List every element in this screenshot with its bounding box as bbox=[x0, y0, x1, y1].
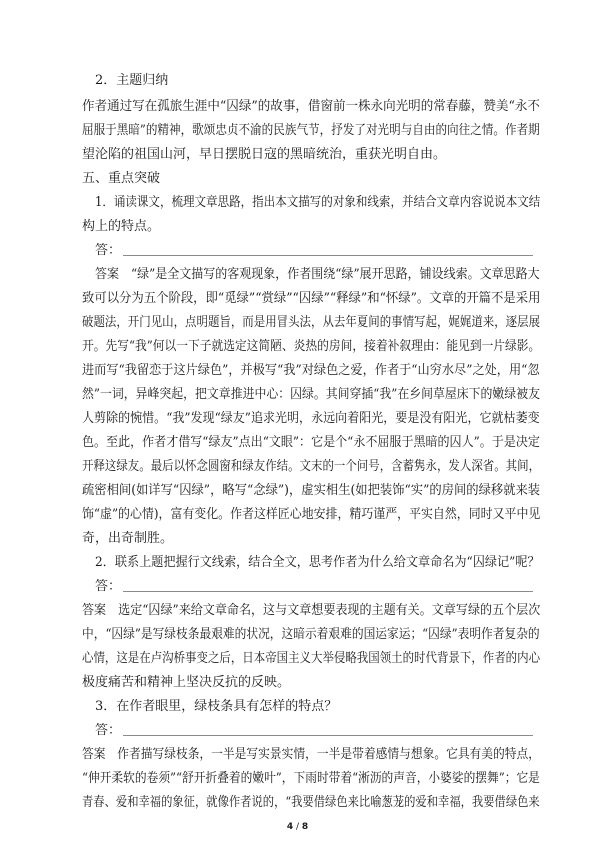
paragraph-line: 望沦陷的祖国山河，早日摆脱日寇的黑暗统治，重获光明自由。 bbox=[82, 147, 447, 162]
answer-1-line: 色。至此，作者才借写“绿友”点出“文眼”：它是个“永不屈服于黑暗的囚人”。于是决定 bbox=[82, 435, 540, 450]
answer-1-line: 饰“虚”的心情)，富有变化。作者这样匠心地安排，精巧谨严，平实自然，同时又平中见 bbox=[82, 507, 541, 522]
answer-3-line: “伸开柔软的卷须”“舒开折叠着的嫩叶”，下雨时带着“淅沥的声音，小婆娑的摆舞”；它是 bbox=[82, 771, 540, 786]
answer-underline bbox=[123, 735, 533, 736]
answer-1-line: 然”一词，异峰突起，把文章推进中心：囚绿。其间穿插“我”在乡间草屋床下的嫩绿被友 bbox=[82, 387, 540, 402]
question-2-line: 2．联系上题把握行文线索，结合全文，思考作者为什么给文章命名为“囚绿记”呢？ bbox=[95, 555, 540, 570]
page-total: 8 bbox=[301, 822, 309, 832]
paragraph-line: 作者通过写在孤旅生涯中“囚绿”的故事，借窗前一株永向光明的常春藤，赞美“永不 bbox=[82, 99, 540, 114]
answer-underline bbox=[123, 255, 533, 256]
answer-1-line: 人剪除的惋惜。“我”发现“绿友”追求光明，永远向着阳光，要是没有阳光，它就枯萎变 bbox=[82, 411, 540, 426]
answer-prompt: 答： bbox=[95, 579, 122, 594]
answer-1-line: 答案 “绿”是全文描写的客观现象，作者围绕“绿”展开思路，铺设线索。文章思路大 bbox=[95, 267, 540, 282]
page-number bbox=[0, 822, 595, 832]
answer-blank-2[interactable] bbox=[95, 579, 535, 595]
answer-2-line: 答案 选定“囚绿”来给文章命名，这与文章想要表现的主题有关。文章写绿的五个层次 bbox=[82, 603, 541, 618]
answer-3-line: 青春、爱和幸福的象征，就像作者说的，“我要借绿色来比喻葱茏的爱和幸福，我要借绿色来 bbox=[82, 795, 540, 810]
question-1-line: 1．诵读课文，梳理文章思路，指出本文描写的对象和线索，并结合文章内容说说本文结 bbox=[95, 195, 541, 210]
page-separator: / bbox=[293, 822, 302, 832]
paragraph-line: 屈服于黑暗”的精神，歌颂忠贞不渝的民族气节，抒发了对光明与自由的向往之情。作者期 bbox=[82, 123, 540, 138]
answer-2-line: 心情，这是在卢沟桥事变之后，日本帝国主义大举侵略我国领土的时代背景下，作者的内心 bbox=[82, 651, 541, 666]
answer-1-line: 致可以分为五个阶段，即“觅绿”“赏绿”“囚绿”“释绿”和“怀绿”。文章的开篇不是采用 bbox=[82, 291, 541, 306]
answer-1-line: 进而写“我留恋于这片绿色”，并极写“我”对绿色之爱，作者于“山穷水尽”之处，用“忽 bbox=[82, 363, 540, 378]
section-heading-key-points: 五、重点突破 bbox=[82, 171, 161, 186]
answer-2-line: 中，“囚绿”是写绿枝条最艰难的状况，这暗示着艰难的国运家运；“囚绿”表明作者复杂的 bbox=[82, 627, 540, 642]
answer-blank-3[interactable] bbox=[95, 723, 535, 739]
answer-blank-1[interactable] bbox=[95, 243, 535, 259]
page-current: 4 bbox=[286, 822, 294, 832]
section-heading-theme: 2．主题归纳 bbox=[95, 73, 169, 88]
answer-1-line: 疏密相间(如详写“囚绿”，略写“念绿”)，虚实相生(如把装饰“实”的房间的绿移就来装 bbox=[82, 483, 541, 498]
answer-underline bbox=[123, 591, 533, 592]
answer-1-line: 开。先写“我”何以一下子就选定这简陋、炎热的房间，接着补叙理由：能见到一片绿影。 bbox=[82, 339, 541, 354]
answer-2-line: 极度痛苦和精神上坚决反抗的反映。 bbox=[82, 675, 291, 690]
answer-prompt: 答： bbox=[95, 243, 122, 258]
answer-3-line: 答案 作者描写绿枝条，一半是写实景实情，一半是带着感情与想象。它具有美的特点， bbox=[82, 747, 541, 762]
answer-1-line: 破题法，开门见山，点明题旨，而是用冒头法，从去年夏间的事情写起，娓娓道来，逐层展 bbox=[82, 315, 541, 330]
question-3-line: 3．在作者眼里，绿枝条具有怎样的特点？ bbox=[95, 699, 338, 714]
answer-prompt: 答： bbox=[95, 723, 122, 738]
answer-1-line: 开释这绿友。最后以怀念圆窗和绿友作结。文末的一个问号，含蓄隽永，发人深省。其间， bbox=[82, 459, 541, 474]
question-1-line: 构上的特点。 bbox=[82, 219, 161, 234]
answer-1-line: 奇，出奇制胜。 bbox=[82, 531, 174, 546]
